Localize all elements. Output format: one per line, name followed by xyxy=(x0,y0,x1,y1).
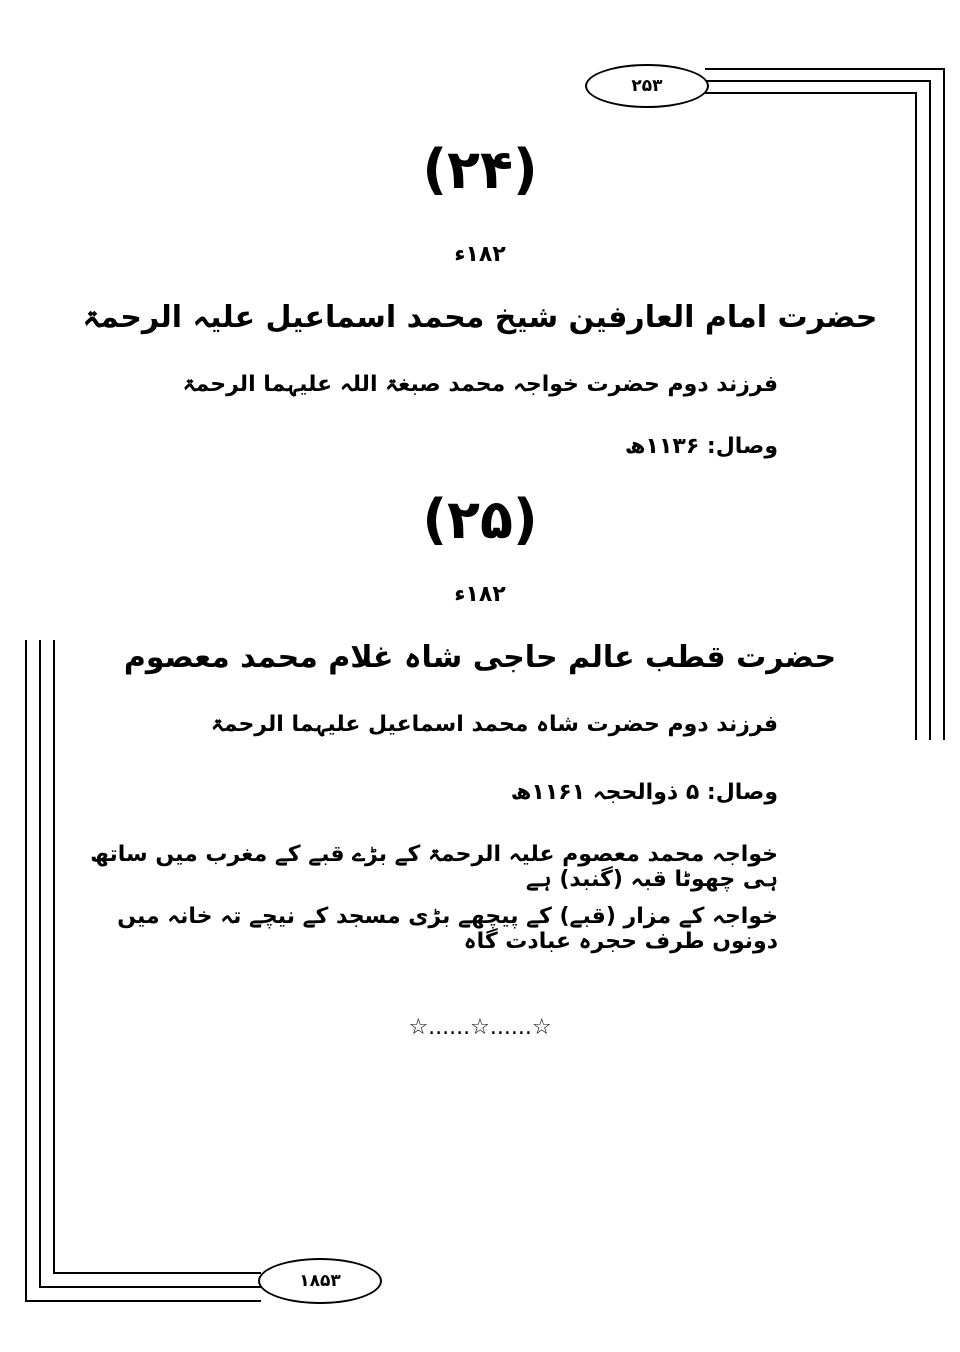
section-number: (۲۵) xyxy=(422,488,538,551)
section-year: ۱۸۲ء xyxy=(454,582,506,607)
death-text: وصال: ۱۱۳۶ھ xyxy=(624,434,778,459)
frame-top-line-inner xyxy=(705,92,917,94)
bottom-page-number: ۱۸۵۳ xyxy=(258,1258,382,1304)
paragraph-line: خواجہ کے مزار (قبے) کے پیچھے بڑی مسجد کے نیچے تہ خانہ میں دونوں طرف حجرہ عبادت گاہ xyxy=(117,904,778,954)
frame-left-line-middle xyxy=(39,640,41,1288)
frame-bottom-line-middle xyxy=(39,1286,261,1288)
frame-left-line-inner xyxy=(53,640,55,1274)
section-year: ۱۸۲ء xyxy=(454,242,506,267)
lineage-text: فرزند دوم حضرت خواجہ محمد صبغۃ اللہ علیہما الرحمۃ xyxy=(182,372,778,397)
death-text: وصال: ۵ ذوالحجہ ۱۱۶۱ھ xyxy=(510,780,778,805)
frame-bottom-line-inner xyxy=(53,1272,261,1274)
top-page-number: ۲۵۳ xyxy=(585,64,709,108)
section-title: حضرت قطب عالم حاجی شاہ غلام محمد معصوم xyxy=(123,640,837,675)
frame-bottom-line-outer xyxy=(25,1300,261,1302)
star-divider: ☆......☆......☆ xyxy=(408,1015,552,1040)
frame-top-line-outer xyxy=(705,68,945,70)
lineage-text: فرزند دوم حضرت شاہ محمد اسماعیل علیہما الرحمۃ xyxy=(210,712,778,737)
paragraph-line: خواجہ محمد معصوم علیہ الرحمۃ کے بڑے قبے کے مغرب میں ساتھ ہی چھوٹا قبہ (گنبد) ہے xyxy=(90,842,778,892)
frame-left-line-outer xyxy=(25,640,27,1302)
section-title: حضرت امام العارفین شیخ محمد اسماعیل علیہ الرحمۃ xyxy=(82,300,878,335)
frame-top-line-middle xyxy=(705,80,931,82)
section-number: (۲۴) xyxy=(422,138,538,201)
